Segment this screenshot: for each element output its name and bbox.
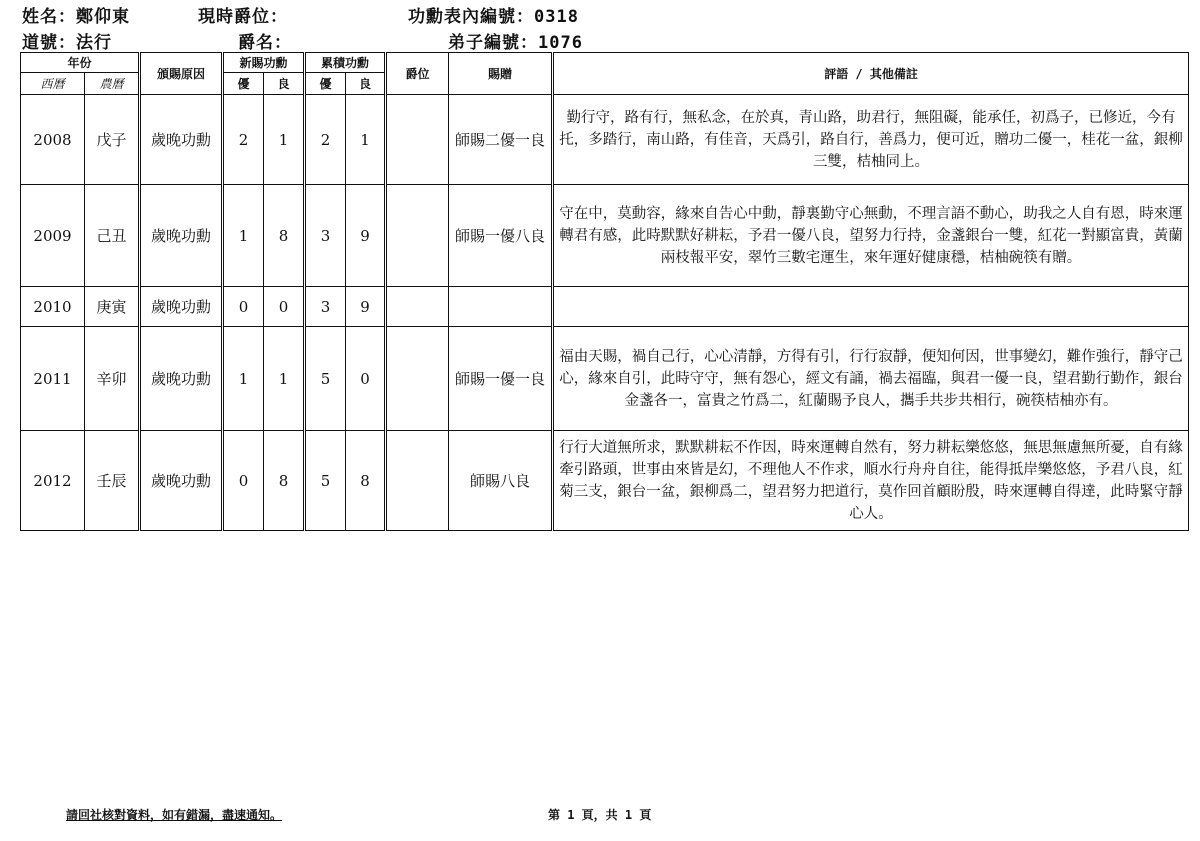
remark-cell: 守在中，莫動容，緣來自告心中動，靜裏勤守心無動，不理言語不動心，助我之人自有恩，時來運轉君有感，此時默默好耕耘，予君一優八良，望努力行持，金盞銀台一雙，紅花一對顯富貴，黃蘭兩枝報平安，翠竹三數宅運生，來年運好健康穩，桔柚碗筷有贈。 <box>553 185 1189 287</box>
rank-header: 爵位 <box>386 53 449 95</box>
new-you-cell: 0 <box>223 287 264 327</box>
merit-number-value: 0318 <box>534 7 579 27</box>
remark-cell: 勤行守，路有行，無私念，在於真，青山路，助君行，無阻礙，能承任，初爲子，已修近，今有托，多踏行，南山路，有佳音，天爲引，路自行，善爲力，便可近，贈功二優一，桂花一盆，銀柳三雙，桔柚同上。 <box>553 95 1189 185</box>
new-liang-cell: 0 <box>264 287 305 327</box>
lunar-year-header: 農曆 <box>85 73 140 95</box>
lunar-year-cell: 壬辰 <box>85 431 140 531</box>
rank-cell <box>386 287 449 327</box>
cumulative-merit-header: 累積功勳 <box>305 53 386 73</box>
remark-cell: 福由天賜，禍自己行，心心清靜，方得有引，行行寂靜，便知何因，世事變幻，難作強行，靜守己心，緣來自引，此時守守，無有怨心，經文有誦，禍去福臨，與君一優一良，望君勤行勤作，銀台金盞各一，富貴之竹爲二，紅蘭賜予良人，攜手共步共相行，碗筷桔柚亦有。 <box>553 327 1189 431</box>
western-year-header: 西曆 <box>21 73 85 95</box>
disciple-number-label: 弟子編號： <box>448 33 538 53</box>
name-value: 鄭仰東 <box>76 7 130 27</box>
reason-cell: 歲晚功勳 <box>140 287 223 327</box>
merit-table <box>20 52 1189 531</box>
table-row <box>21 431 1189 531</box>
rank-cell <box>386 95 449 185</box>
disciple-number-field <box>448 28 583 53</box>
reason-cell: 歲晚功勳 <box>140 185 223 287</box>
table-row <box>21 185 1189 287</box>
remark-cell: 行行大道無所求，默默耕耘不作因，時來運轉自然有，努力耕耘樂悠悠，無思無慮無所憂，自有緣牽引路頭，世事由來皆是幻，不理他人不作求，順水行舟舟自往，能得抵岸樂悠悠，予君八良，紅菊三支，銀台一盆，銀柳爲二，望君努力把道行，莫作回首顧盼殷，時來運轉自得達，此時緊守靜心人。 <box>553 431 1189 531</box>
disciple-number-value: 1076 <box>538 33 583 53</box>
dao-name-field <box>22 28 112 53</box>
western-year-cell: 2010 <box>21 287 85 327</box>
cum-liang-cell: 0 <box>346 327 386 431</box>
title-field <box>238 28 292 53</box>
new-liang-cell: 1 <box>264 327 305 431</box>
reason-cell: 歲晚功勳 <box>140 327 223 431</box>
current-rank-label: 現時爵位： <box>198 7 288 27</box>
cum-liang-cell: 1 <box>346 95 386 185</box>
footer-note: 請回社核對資料，如有錯漏，盡速通知。 <box>66 808 283 822</box>
header-row-top <box>21 53 1189 73</box>
remarks-header: 評語 / 其他備註 <box>553 53 1189 95</box>
cum-you-cell: 5 <box>305 431 346 531</box>
new-liang-header: 良 <box>264 73 305 95</box>
dao-name-label: 道號： <box>22 33 76 53</box>
gift-cell <box>449 287 553 327</box>
cum-you-header: 優 <box>305 73 346 95</box>
new-merit-header: 新賜功勳 <box>223 53 305 73</box>
new-you-cell: 0 <box>223 431 264 531</box>
lunar-year-cell: 戊子 <box>85 95 140 185</box>
page-indicator: 第 1 頁，共 1 頁 <box>548 808 652 822</box>
gift-cell: 師賜二優一良 <box>449 95 553 185</box>
rank-cell <box>386 431 449 531</box>
lunar-year-cell: 辛卯 <box>85 327 140 431</box>
new-liang-cell: 8 <box>264 431 305 531</box>
table-row <box>21 287 1189 327</box>
reason-cell: 歲晚功勳 <box>140 431 223 531</box>
new-you-cell: 1 <box>223 185 264 287</box>
new-liang-cell: 8 <box>264 185 305 287</box>
gift-cell: 師賜八良 <box>449 431 553 531</box>
cum-liang-cell: 8 <box>346 431 386 531</box>
name-field <box>22 2 130 27</box>
cum-liang-cell: 9 <box>346 287 386 327</box>
table-row <box>21 327 1189 431</box>
title-label: 爵名： <box>238 33 292 53</box>
new-you-cell: 2 <box>223 95 264 185</box>
cum-liang-cell: 9 <box>346 185 386 287</box>
new-liang-cell: 1 <box>264 95 305 185</box>
gift-header: 賜贈 <box>449 53 553 95</box>
current-rank-field <box>198 2 288 27</box>
western-year-cell: 2008 <box>21 95 85 185</box>
lunar-year-cell: 己丑 <box>85 185 140 287</box>
reason-cell: 歲晚功勳 <box>140 95 223 185</box>
rank-cell <box>386 185 449 287</box>
year-header: 年份 <box>21 53 140 73</box>
western-year-cell: 2009 <box>21 185 85 287</box>
new-you-cell: 1 <box>223 327 264 431</box>
gift-cell: 師賜一優一良 <box>449 327 553 431</box>
gift-cell: 師賜一優八良 <box>449 185 553 287</box>
name-label: 姓名： <box>22 7 76 27</box>
western-year-cell: 2011 <box>21 327 85 431</box>
dao-name-value: 法行 <box>76 33 112 53</box>
new-you-header: 優 <box>223 73 264 95</box>
remark-cell <box>553 287 1189 327</box>
cum-liang-header: 良 <box>346 73 386 95</box>
merit-number-field <box>408 2 579 27</box>
lunar-year-cell: 庚寅 <box>85 287 140 327</box>
cum-you-cell: 3 <box>305 287 346 327</box>
reason-header: 頒賜原因 <box>140 53 223 95</box>
table-row <box>21 95 1189 185</box>
rank-cell <box>386 327 449 431</box>
western-year-cell: 2012 <box>21 431 85 531</box>
cum-you-cell: 5 <box>305 327 346 431</box>
cum-you-cell: 2 <box>305 95 346 185</box>
merit-number-label: 功勳表內編號： <box>408 7 534 27</box>
cum-you-cell: 3 <box>305 185 346 287</box>
